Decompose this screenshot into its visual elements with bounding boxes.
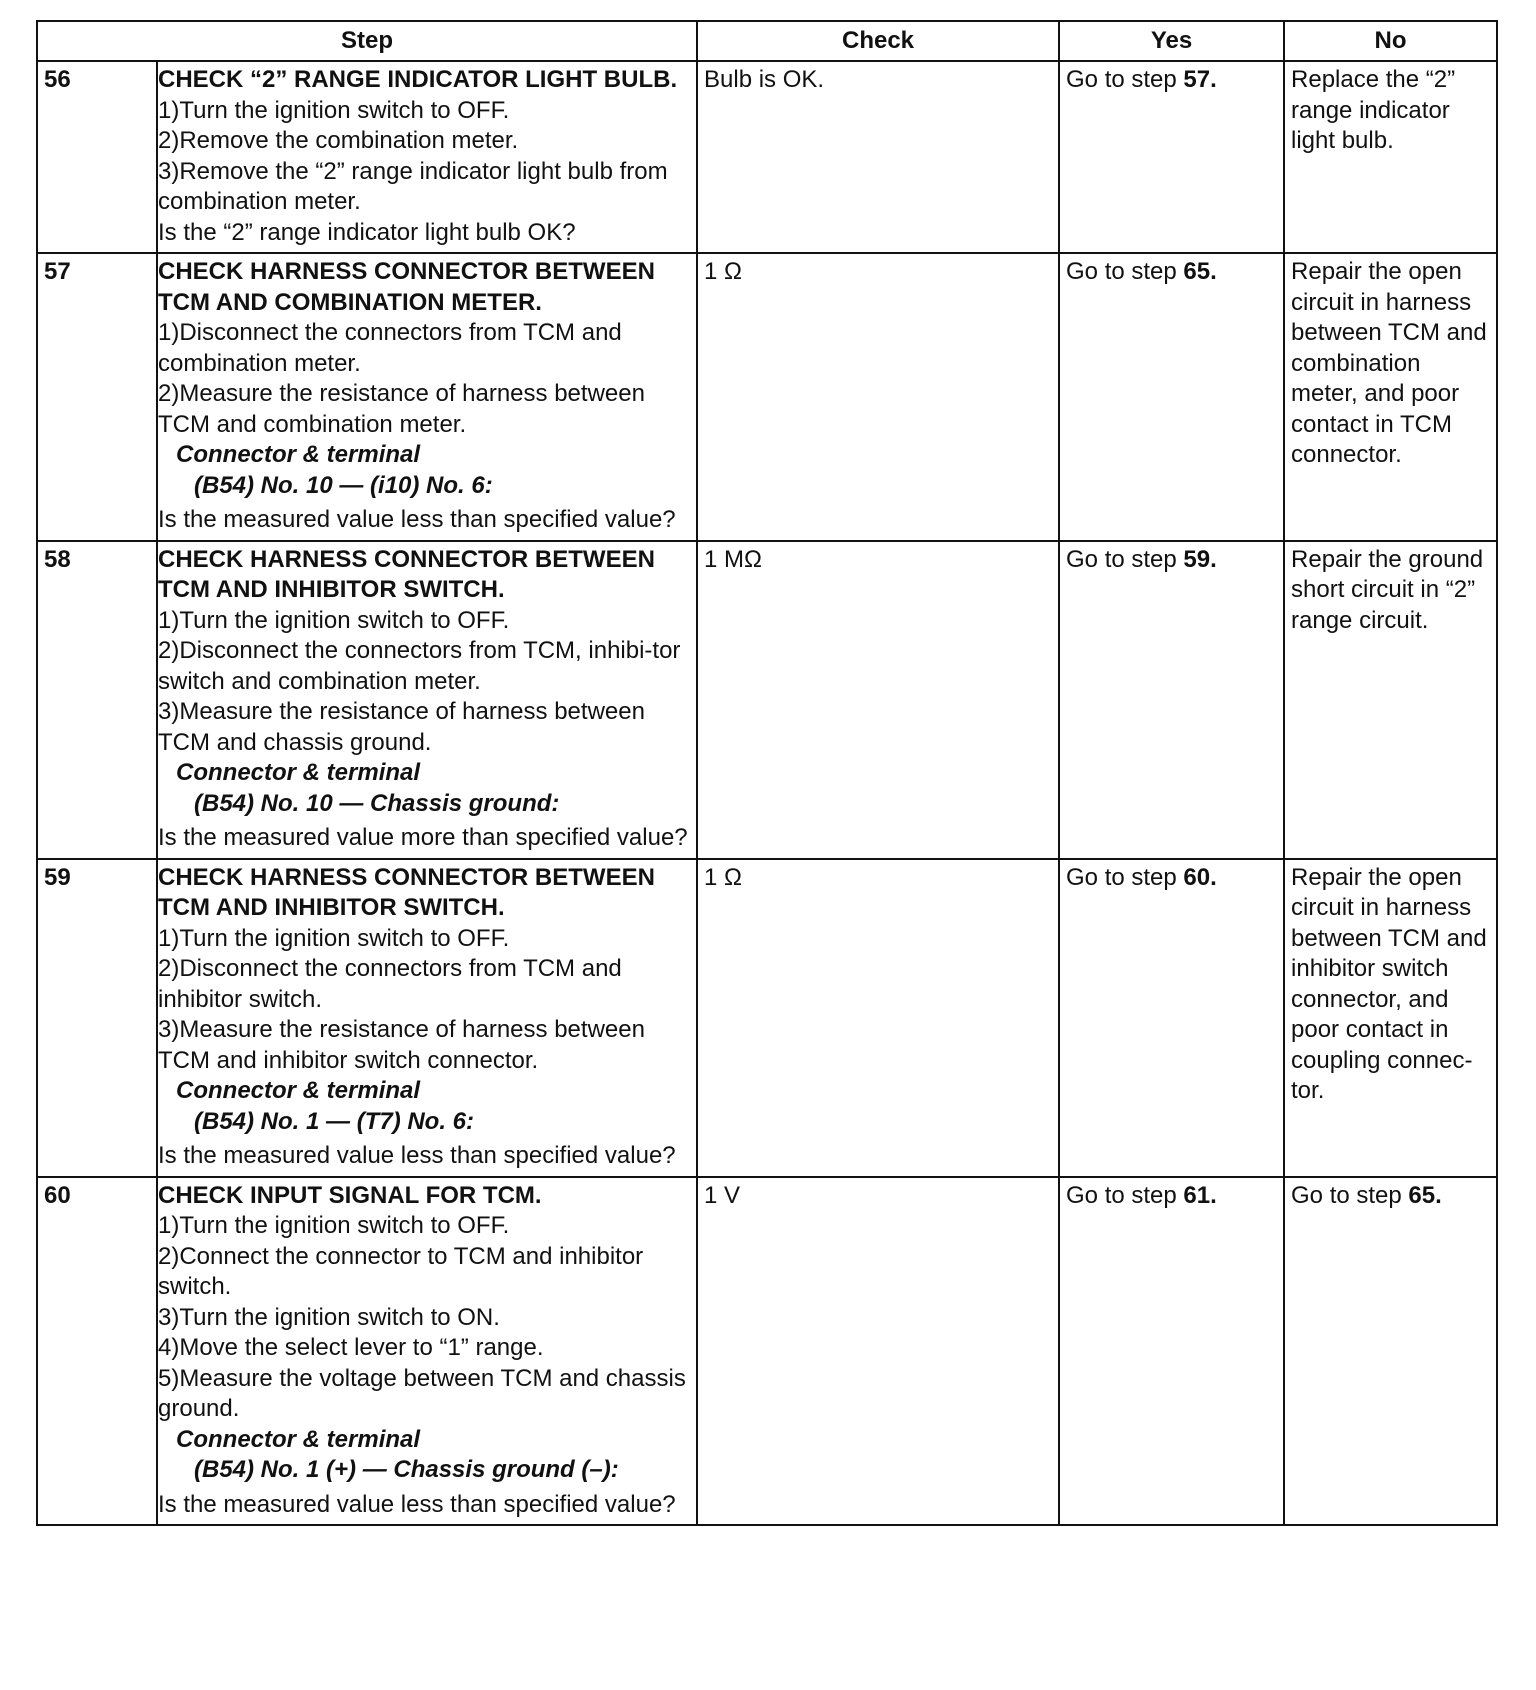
no-cell — [1284, 1177, 1497, 1526]
no-cell — [1284, 541, 1497, 859]
connector-terminal-value: (B54) No. 10 — Chassis ground: — [194, 789, 560, 817]
step-cell — [157, 541, 697, 859]
step-number: 58 — [37, 541, 157, 859]
table-header-row — [37, 21, 1497, 61]
yes-prefix: Go to step — [1066, 863, 1177, 891]
step-question: Is the measured value less than specified value? — [158, 506, 676, 533]
step-instruction-line: 1)Turn the ignition switch to OFF. — [158, 96, 510, 124]
check-cell — [697, 253, 1059, 541]
table-row — [37, 61, 1497, 253]
yes-cell — [1059, 1177, 1284, 1526]
yes-prefix: Go to step — [1066, 545, 1177, 573]
step-instructions — [158, 318, 690, 440]
step-instruction-line: 3)Measure the resistance of harness between TCM and inhibitor switch connector. — [158, 1016, 645, 1074]
step-question: Is the measured value less than specified value? — [158, 1142, 676, 1169]
check-value: Bulb is OK. — [704, 66, 825, 93]
step-instruction-line: 4)Move the select lever to “1” range. — [158, 1334, 544, 1361]
step-instructions — [158, 96, 690, 218]
table-row — [37, 541, 1497, 859]
step-instruction-line: 2)Remove the combination meter. — [158, 127, 519, 154]
connector-terminal-value: (B54) No. 1 — (T7) No. 6: — [194, 1107, 475, 1135]
no-action-text: Repair the open circuit in harness between TCM and inhibitor switch connector, and poor contact in coupling connec-tor. — [1291, 863, 1487, 1104]
step-instructions — [158, 924, 690, 1077]
step-number: 59 — [37, 859, 157, 1177]
yes-prefix: Go to step — [1066, 66, 1177, 93]
step-instruction-line: 3)Measure the resistance of harness between TCM and chassis ground. — [158, 698, 645, 756]
connector-terminal-label: Connector & terminal — [176, 441, 421, 468]
step-title: CHECK HARNESS CONNECTOR BETWEEN TCM AND INHIBITOR SWITCH. — [158, 545, 655, 603]
no-cell — [1284, 253, 1497, 541]
column-header-check: Check — [697, 21, 1059, 61]
step-question: Is the measured value less than specified value? — [158, 1490, 676, 1518]
no-action-text: Repair the open circuit in harness between TCM and combination meter, and poor contact in TCM connector. — [1291, 258, 1487, 468]
step-instruction-line: 5)Measure the voltage between TCM and chassis ground. — [158, 1364, 686, 1422]
table-row — [37, 859, 1497, 1177]
yes-cell — [1059, 859, 1284, 1177]
yes-cell — [1059, 61, 1284, 253]
no-prefix: Go to step — [1291, 1181, 1402, 1209]
yes-step-number: 61. — [1183, 1181, 1217, 1209]
column-header-no: No — [1284, 21, 1497, 61]
step-instruction-line: 2)Connect the connector to TCM and inhibitor switch. — [158, 1242, 644, 1300]
connector-terminal-label: Connector & terminal — [176, 1077, 421, 1104]
step-instruction-line: 1)Disconnect the connectors from TCM and combination meter. — [158, 319, 622, 377]
step-instruction-line: 2)Disconnect the connectors from TCM and inhibitor switch. — [158, 955, 622, 1013]
check-value: 1 MΩ — [704, 545, 762, 573]
no-cell — [1284, 859, 1497, 1177]
step-title: CHECK INPUT SIGNAL FOR TCM. — [158, 1181, 542, 1209]
diagnostic-procedure-sheet — [36, 20, 1496, 1526]
step-title: CHECK “2” RANGE INDICATOR LIGHT BULB. — [158, 66, 678, 93]
check-value: 1 V — [704, 1181, 741, 1209]
yes-step-number: 65. — [1183, 258, 1217, 285]
table-row — [37, 253, 1497, 541]
step-number: 57 — [37, 253, 157, 541]
step-instruction-line: 3)Remove the “2” range indicator light bulb from combination meter. — [158, 157, 668, 215]
yes-cell — [1059, 253, 1284, 541]
connector-terminal-value: (B54) No. 1 (+) — Chassis ground (–): — [194, 1456, 619, 1483]
step-instruction-line: 1)Turn the ignition switch to OFF. — [158, 924, 510, 952]
table-body — [37, 61, 1497, 1525]
check-cell — [697, 61, 1059, 253]
step-instruction-line: 1)Turn the ignition switch to OFF. — [158, 606, 510, 634]
no-action-text: Repair the ground short circuit in “2” range circuit. — [1291, 545, 1484, 634]
yes-step-number: 60. — [1183, 863, 1217, 891]
no-action-text: Replace the “2” range indicator light bulb. — [1291, 66, 1456, 154]
yes-cell — [1059, 541, 1284, 859]
check-cell — [697, 541, 1059, 859]
check-cell — [697, 859, 1059, 1177]
connector-terminal-label: Connector & terminal — [176, 759, 421, 786]
step-instructions — [158, 606, 690, 759]
step-cell — [157, 1177, 697, 1526]
step-number: 56 — [37, 61, 157, 253]
column-header-step: Step — [37, 21, 697, 61]
yes-prefix: Go to step — [1066, 1181, 1177, 1209]
step-question: Is the measured value more than specified value? — [158, 824, 688, 851]
connector-terminal-value: (B54) No. 10 — (i10) No. 6: — [194, 471, 493, 499]
step-instruction-line: 1)Turn the ignition switch to OFF. — [158, 1212, 510, 1239]
no-step-number: 65. — [1408, 1181, 1442, 1209]
column-header-yes: Yes — [1059, 21, 1284, 61]
step-instructions — [158, 1211, 690, 1425]
table-row — [37, 1177, 1497, 1526]
connector-terminal-label: Connector & terminal — [176, 1425, 421, 1453]
step-instruction-line: 2)Measure the resistance of harness between TCM and combination meter. — [158, 380, 645, 438]
step-cell — [157, 61, 697, 253]
check-value: 1 Ω — [704, 258, 742, 285]
diagnostic-table — [36, 20, 1498, 1526]
yes-step-number: 59. — [1183, 545, 1217, 573]
step-cell — [157, 253, 697, 541]
step-question: Is the “2” range indicator light bulb OK? — [158, 218, 576, 246]
check-value: 1 Ω — [704, 863, 742, 891]
step-number: 60 — [37, 1177, 157, 1526]
check-cell — [697, 1177, 1059, 1526]
step-title: CHECK HARNESS CONNECTOR BETWEEN TCM AND INHIBITOR SWITCH. — [158, 863, 655, 921]
step-instruction-line: 2)Disconnect the connectors from TCM, inhibi-tor switch and combination meter. — [158, 637, 681, 695]
yes-prefix: Go to step — [1066, 258, 1177, 285]
step-title: CHECK HARNESS CONNECTOR BETWEEN TCM AND COMBINATION METER. — [158, 258, 655, 316]
yes-step-number: 57. — [1183, 66, 1217, 93]
step-instruction-line: 3)Turn the ignition switch to ON. — [158, 1303, 500, 1331]
step-cell — [157, 859, 697, 1177]
no-cell — [1284, 61, 1497, 253]
